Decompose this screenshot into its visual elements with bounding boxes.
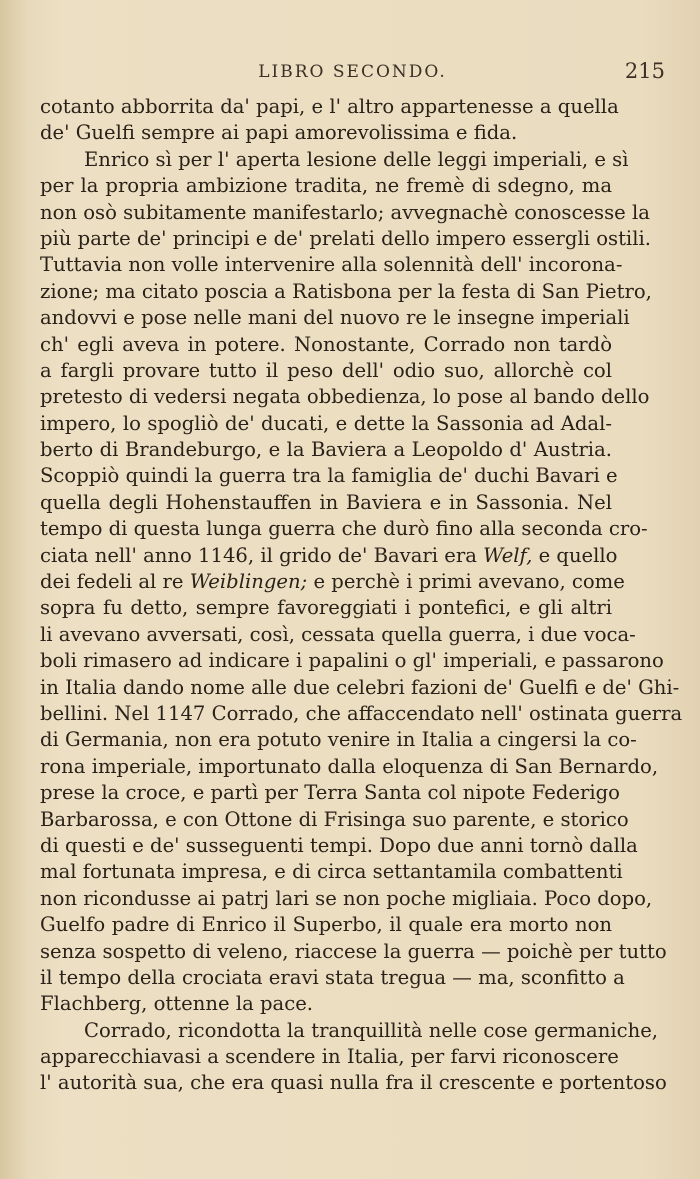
text-line: a fargli provare tutto il peso dell' odio suo, allorchè col <box>40 358 612 382</box>
text-line: zione; ma citato poscia a Ratisbona per la festa di San Pietro, <box>40 279 652 303</box>
text-line: Scoppiò quindi la guerra tra la famiglia de' duchi Bavari e <box>40 464 618 488</box>
text-line: l' autorità sua, che era quasi nulla fra il crescente e portentoso <box>40 1071 667 1095</box>
text-line: bellini. Nel 1147 Corrado, che affaccendato nell' ostinata guerra <box>40 701 683 725</box>
page-header <box>40 59 665 88</box>
text-line: Enrico sì per l' aperta lesione delle leggi imperiali, e sì <box>84 147 629 171</box>
text-segment: e quello <box>532 543 618 567</box>
text-line: il tempo della crociata eravi stata tregua — ma, sconfitto a <box>40 965 625 989</box>
italic-term: Weiblingen; <box>189 570 308 594</box>
text-segment: dei fedeli al re <box>40 570 190 594</box>
text-line: Corrado, ricondotta la tranquillità nelle cose germaniche, <box>84 1018 659 1042</box>
text-line: di questi e de' susseguenti tempi. Dopo due anni tornò dalla <box>40 833 638 857</box>
running-title: LIBRO SECONDO. <box>258 62 447 82</box>
text-line: senza sospetto di veleno, riaccese la guerra — poichè per tutto <box>40 939 667 963</box>
text-line: in Italia dando nome alle due celebri fazioni de' Guelfi e de' Ghi- <box>40 675 680 699</box>
text-line: impero, lo spogliò de' ducati, e dette la Sassonia ad Adal- <box>40 411 612 435</box>
page-number: 215 <box>624 59 665 83</box>
text-line: rona imperiale, importunato dalla eloquenza di San Bernardo, <box>40 754 659 778</box>
text-segment: e perchè i primi avevano, come <box>307 570 625 594</box>
text-line <box>40 543 618 569</box>
text-line <box>40 569 625 595</box>
text-line: pretesto di vedersi negata obbedienza, lo pose al bando dello <box>40 385 650 409</box>
text-line: Barbarossa, e con Ottone di Frisinga suo parente, e storico <box>40 807 629 831</box>
text-line: Tuttavia non volle intervenire alla solennità dell' incorona- <box>40 253 623 277</box>
text-segment: ciata nell' anno 1146, il grido de' Bavari era <box>40 543 484 567</box>
text-line: berto di Brandeburgo, e la Baviera a Leopoldo d' Austria. <box>40 438 612 462</box>
text-line: li avevano avversati, così, cessata quella guerra, i due voca- <box>40 622 636 646</box>
text-line: non ricondusse ai patrj lari se non poche migliaia. Poco dopo, <box>40 886 653 910</box>
text-line: boli rimasero ad indicare i papalini o gl' imperiali, e passarono <box>40 649 664 673</box>
text-line: cotanto abborrita da' papi, e l' altro appartenesse a quella <box>40 95 619 118</box>
text-line: andovvi e pose nelle mani del nuovo re le insegne imperiali <box>40 306 630 330</box>
text-line: quella degli Hohenstauffen in Baviera e in Sassonia. Nel <box>40 490 612 514</box>
text-line: Guelfo padre di Enrico il Superbo, il quale era morto non <box>40 913 612 937</box>
text-line: tempo di questa lunga guerra che durò fino alla seconda cro- <box>40 517 648 541</box>
text-line: de' Guelfi sempre ai papi amorevolissima e fida. <box>40 121 518 145</box>
text-line: mal fortunata impresa, e di circa settantamila combattenti <box>40 860 623 884</box>
text-line: ch' egli aveva in potere. Nonostante, Corrado non tardò <box>40 332 612 356</box>
text-line: non osò subitamente manifestarlo; avvegnachè conoscesse la <box>40 200 650 224</box>
italic-term: Welf, <box>483 543 533 567</box>
text-line: più parte de' principi e de' prelati dello impero essergli ostili. <box>40 226 651 250</box>
text-line: prese la croce, e partì per Terra Santa col nipote Federigo <box>40 781 620 805</box>
text-line: Flachberg, ottenne la pace. <box>40 992 314 1016</box>
body-text <box>40 94 683 1097</box>
text-line: sopra fu detto, sempre favoreggiati i pontefici, e gli altri <box>40 596 612 620</box>
text-line: apparecchiavasi a scendere in Italia, per farvi riconoscere <box>40 1045 619 1069</box>
text-line: di Germania, non era potuto venire in Italia a cingersi la co- <box>40 728 637 752</box>
text-line: per la propria ambizione tradita, ne fremè di sdegno, ma <box>40 174 612 198</box>
